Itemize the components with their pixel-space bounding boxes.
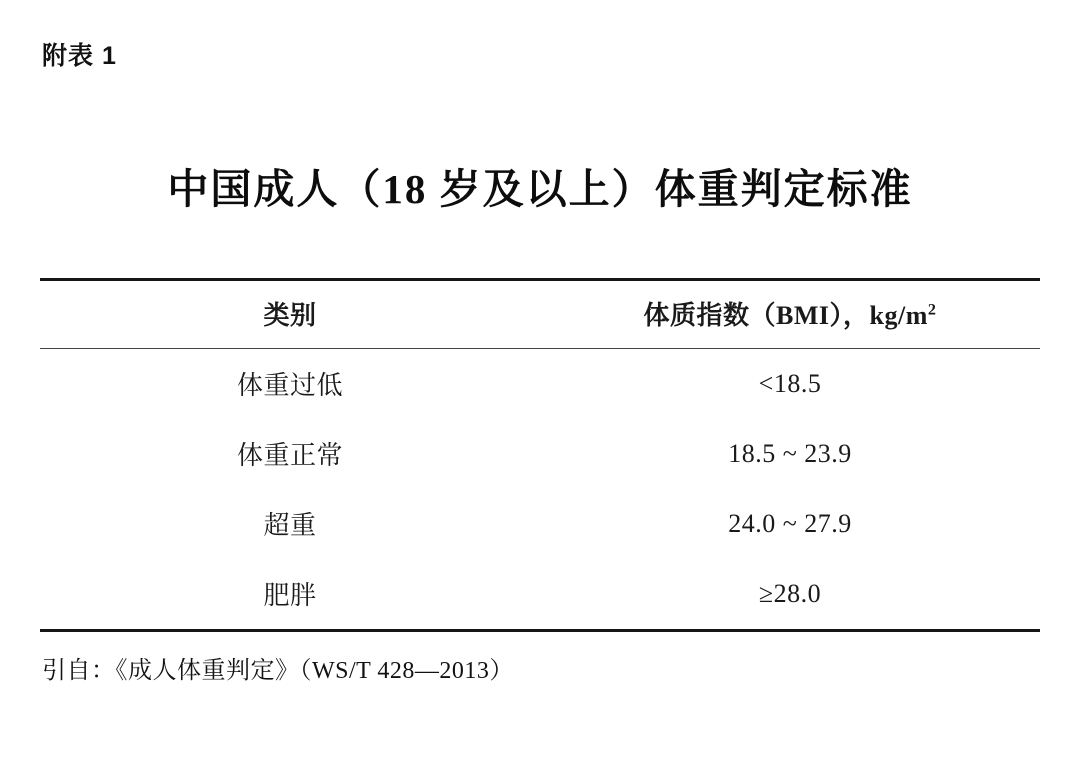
- cell-category: 超重: [263, 511, 317, 540]
- cell-bmi: <18.5: [758, 368, 822, 398]
- cell-category: 体重正常: [236, 441, 343, 470]
- table-body: [40, 349, 1040, 631]
- cell-bmi: ≥28.0: [758, 578, 822, 608]
- column-header-bmi-exponent: 2: [927, 301, 937, 319]
- table-header: [40, 280, 1040, 349]
- page-title: 中国成人（18 岁及以上）体重判定标准: [167, 166, 913, 212]
- cell-category: 肥胖: [263, 581, 317, 610]
- source-citation: 引自：《成人体重判定》（WS/T 428—2013）: [42, 658, 514, 684]
- cell-category: 体重过低: [236, 371, 343, 400]
- bmi-standard-table: [40, 278, 1040, 632]
- cell-bmi: 18.5 ~ 23.9: [728, 438, 852, 468]
- column-header-bmi-text: 体质指数（BMI），kg/m: [643, 301, 928, 330]
- appendix-label: 附表 1: [42, 42, 117, 70]
- table-header-row: [40, 280, 1040, 349]
- table-row: [40, 559, 1040, 631]
- column-header-bmi: [540, 280, 1040, 349]
- bmi-table-wrapper: [40, 278, 1040, 632]
- table-row: [40, 489, 1040, 559]
- table-row: [40, 349, 1040, 420]
- table-row: [40, 419, 1040, 489]
- cell-bmi: 24.0 ~ 27.9: [728, 508, 852, 538]
- column-header-category: 类别: [263, 301, 317, 330]
